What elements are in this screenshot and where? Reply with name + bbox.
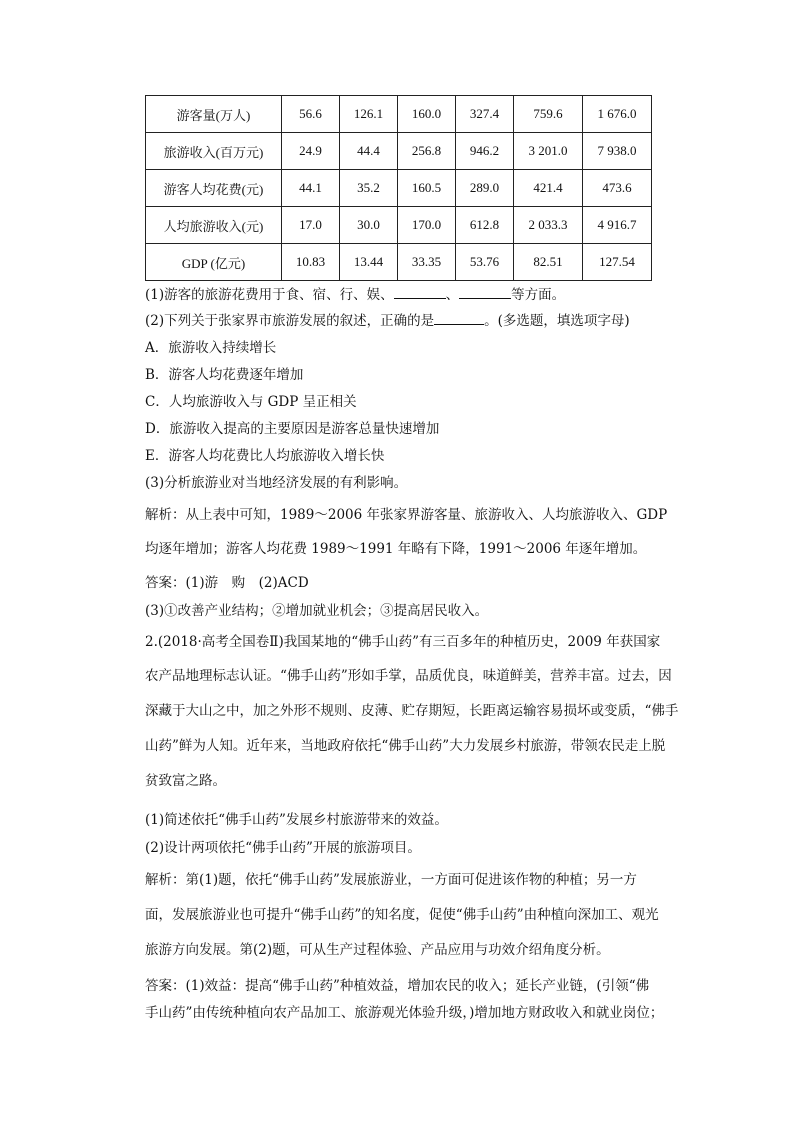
table-cell: 4 916.7 [583, 207, 652, 244]
table-cell: 946.2 [456, 133, 514, 170]
table-cell: 759.6 [514, 96, 583, 133]
table-cell: 3 201.0 [514, 133, 583, 170]
table-cell: 160.0 [398, 96, 456, 133]
table-cell: 127.54 [583, 244, 652, 281]
table-cell: 473.6 [583, 170, 652, 207]
table-cell: 56.6 [282, 96, 340, 133]
row-label: 游客人均花费(元) [146, 170, 282, 207]
problem-2-line: 2.(2018·高考全国卷Ⅱ)我国某地的“佛手山药”有三百多年的种植历史，2009 年获国家 [145, 634, 661, 650]
table-cell: 1 676.0 [583, 96, 652, 133]
answer-1-line: (3)①改善产业结构；②增加就业机会；③提高居民收入。 [145, 603, 489, 619]
table-cell: 30.0 [340, 207, 398, 244]
question-1-separator: 、 [445, 287, 460, 303]
analysis-2-line: 旅游方向发展。第(2)题，可从生产过程体验、产品应用与功效介绍角度分析。 [145, 942, 610, 958]
question-2-text: (2)下列关于张家界市旅游发展的叙述，正确的是 [145, 313, 435, 329]
table-cell: 44.4 [340, 133, 398, 170]
answer-2-line: 手山药”由传统种植向农产品加工、旅游观光体验升级，)增加地方财政收入和就业岗位； [145, 1005, 664, 1021]
option-e: E．游客人均花费比人均旅游收入增长快 [145, 448, 385, 464]
table-cell: 170.0 [398, 207, 456, 244]
table-cell: 126.1 [340, 96, 398, 133]
row-label: 人均旅游收入(元) [146, 207, 282, 244]
table-cell: 17.0 [282, 207, 340, 244]
table-cell: 44.1 [282, 170, 340, 207]
analysis-1-line: 均逐年增加；游客人均花费 1989～1991 年略有下降，1991～2006 年逐年增加。 [145, 541, 647, 557]
option-a: A．旅游收入持续增长 [145, 340, 277, 356]
question-1-text-end: 等方面。 [511, 287, 566, 303]
problem-2-line: 农产品地理标志认证。“佛手山药”形如手掌，品质优良，味道鲜美，营养丰富。过去，因 [145, 668, 672, 684]
table-cell: 33.35 [398, 244, 456, 281]
table-cell: 7 938.0 [583, 133, 652, 170]
problem-2-line: 山药”鲜为人知。近年来，当地政府依托“佛手山药”大力发展乡村旅游，带领农民走上脱 [145, 738, 666, 754]
answer-blank [434, 312, 484, 325]
table-cell: 256.8 [398, 133, 456, 170]
table-cell: 2 033.3 [514, 207, 583, 244]
option-c: C．人均旅游收入与 GDP 呈正相关 [145, 394, 357, 410]
analysis-2-line: 解析：第(1)题，依托“佛手山药”发展旅游业，一方面可促进该作物的种植；另一方 [145, 872, 637, 888]
answer-2-line: 答案：(1)效益：提高“佛手山药”种植效益，增加农民的收入；延长产业链，(引领“佛 [145, 978, 650, 994]
tourism-data-table [145, 95, 652, 281]
table-cell: 421.4 [514, 170, 583, 207]
problem-2-question-2: (2)设计两项依托“佛手山药”开展的旅游项目。 [145, 840, 421, 856]
table-cell: 327.4 [456, 96, 514, 133]
question-3: (3)分析旅游业对当地经济发展的有利影响。 [145, 475, 408, 491]
problem-2-line: 贫致富之路。 [145, 773, 226, 789]
row-label: GDP (亿元) [146, 244, 282, 281]
problem-2-line: 深藏于大山之中，加之外形不规则、皮薄、贮存期短，长距离运输容易损坏或变质，“佛手 [145, 703, 679, 719]
question-2-text-end: 。(多选题，填选项字母) [484, 313, 630, 329]
option-d: D．旅游收入提高的主要原因是游客总量快速增加 [145, 421, 440, 437]
table-cell: 35.2 [340, 170, 398, 207]
answer-blank [459, 286, 511, 299]
table-cell: 10.83 [282, 244, 340, 281]
table-cell: 82.51 [514, 244, 583, 281]
table-cell: 612.8 [456, 207, 514, 244]
table-row [146, 170, 652, 207]
question-2 [145, 312, 630, 330]
answer-1-line: 答案：(1)游 购 (2)ACD [145, 575, 309, 591]
row-label: 旅游收入(百万元) [146, 133, 282, 170]
table-cell: 24.9 [282, 133, 340, 170]
table-row [146, 96, 652, 133]
row-label: 游客量(万人) [146, 96, 282, 133]
table-row [146, 207, 652, 244]
table-cell: 13.44 [340, 244, 398, 281]
option-b: B．游客人均花费逐年增加 [145, 367, 304, 383]
table-cell: 53.76 [456, 244, 514, 281]
analysis-1-line: 解析：从上表中可知，1989～2006 年张家界游客量、旅游收入、人均旅游收入、GDP [145, 507, 668, 523]
question-1-text: (1)游客的旅游花费用于食、宿、行、娱、 [145, 287, 394, 303]
question-1 [145, 286, 565, 304]
table-row [146, 133, 652, 170]
analysis-2-line: 面，发展旅游业也可提升“佛手山药”的知名度，促使“佛手山药”由种植向深加工、观光 [145, 907, 659, 923]
table-row [146, 244, 652, 281]
problem-2-question-1: (1)简述依托“佛手山药”发展乡村旅游带来的效益。 [145, 812, 448, 828]
table-cell: 289.0 [456, 170, 514, 207]
answer-blank [394, 286, 446, 299]
table-cell: 160.5 [398, 170, 456, 207]
